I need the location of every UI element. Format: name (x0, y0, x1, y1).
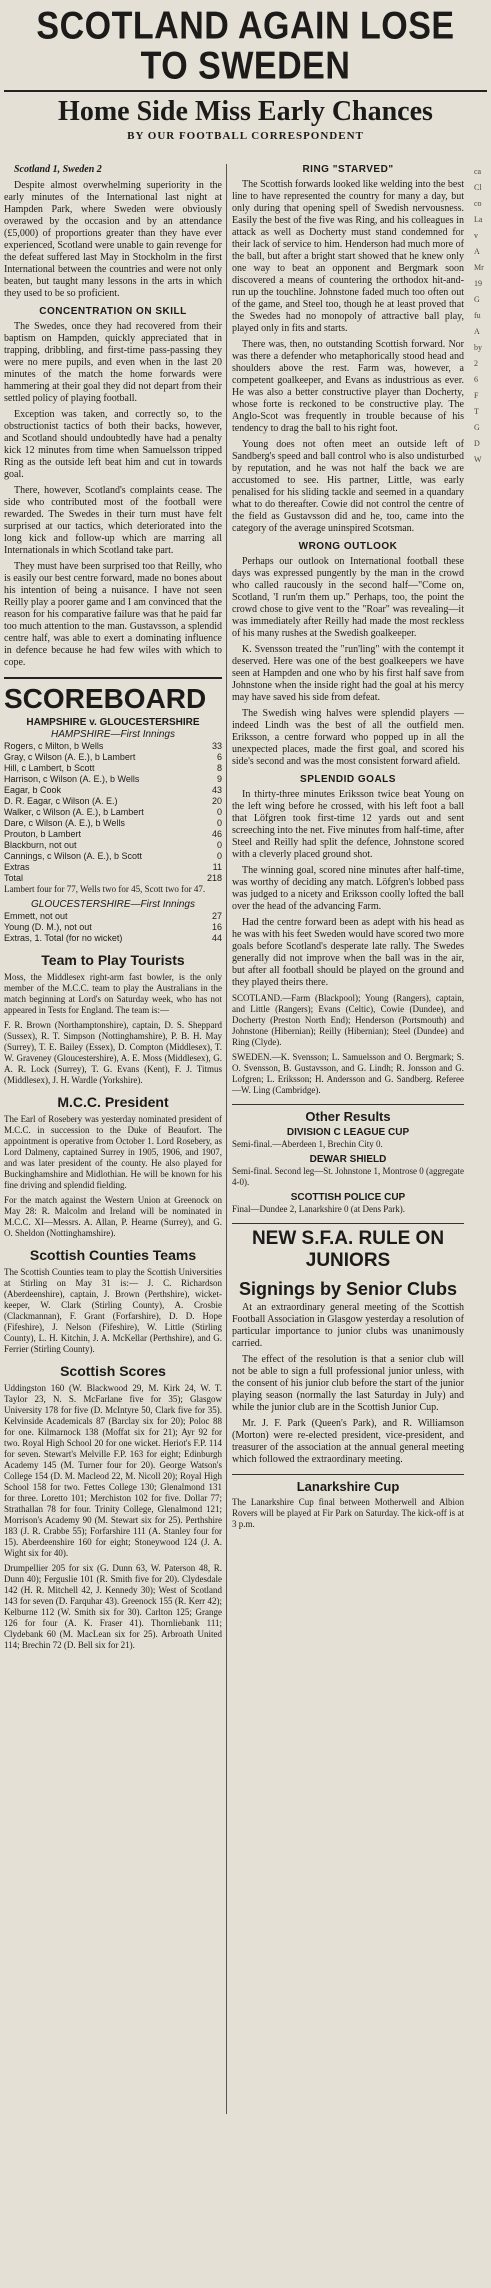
dewar-head: DEWAR SHIELD (309, 1154, 387, 1165)
lanarkshire-cup-title: Lanarkshire Cup (232, 1474, 464, 1494)
batsman: Harrison, c Wilson (A. E.), b Wells (4, 774, 140, 784)
score-line (4, 862, 222, 873)
scorecard-lines (4, 741, 222, 884)
story-paragraph: K. Svensson treated the "run'ling" with the contempt it deserved. Here was one of the best goalkeepers we have seen at Hampden and one who by his first half save from Johnstone when the inside right had the goal at his mercy may have saved his side from defeat. (232, 644, 464, 703)
score-line (4, 922, 222, 933)
batsman: Cannings, c Wilson (A. E.), b Scott (4, 851, 143, 861)
edge-fragment: F (474, 391, 479, 400)
score-line (4, 807, 222, 818)
glos-innings-head: GLOUCESTERSHIRE—First Innings (31, 899, 195, 910)
runs: 6 (216, 752, 222, 762)
story-paragraph: Young does not often meet an outside left of Sandberg's speed and ball control who is also undisturbed by reputation, and he was not half the back we are accustomed to see. His partner, Little, was early penalised for his sliding tackle and seemed in a quandary what to do thereafter. Cowie did not control the centre of the field as Gustavsson did and he, too, came into the category of the average uninspired Scotsman. (232, 439, 464, 534)
story-paragraph: The winning goal, scored nine minutes after half-time, was worthy of deciding any match. Löfgren's lobbed pass was judged to a nicety and Eriksson coolly lofted the ball over the head of the advancing Farm. (232, 865, 464, 912)
score-line (4, 851, 222, 862)
edge-fragment: T (474, 407, 479, 416)
batsman: Gray, c Wilson (A. E.), b Lambert (4, 752, 136, 762)
story-paragraph: The Swedes, once they had recovered from their baptism on Hampden, quickly appreciated that in trapping, dribbling, and first-time pass-passing they were no mere pupils, and even when in the last 20 minutes of the match the home forwards were hammering at their goal they did not depart from their settled policy of playing football. (4, 321, 222, 404)
edge-fragment: 19 (474, 279, 482, 288)
runs: 0 (216, 840, 222, 850)
edge-fragment: ca (474, 167, 482, 176)
story-paragraph: They must have been surprised too that Reilly, who is easily our best centre forward, made no bones about his intention of being a nuisance. I have not seen Reilly play a poorer game and I am convinced that the reason for his comparative failure was that he paid far too much attention to the man. Gustavsson, a splendid centre half, was able to exert a dominating influence in defence because he had few wiles with which to cope. (4, 561, 222, 668)
headline-rule (4, 90, 487, 92)
edge-fragment: D (474, 439, 480, 448)
score-line (4, 911, 222, 922)
lanarkshire-cup-text: The Lanarkshire Cup final between Motherwell and Albion Rovers will be played at Fir Park on Saturday. The kick-off is at 3 p.m. (232, 1497, 464, 1529)
scores-text: Uddingston 160 (W. Blackwood 29, M. Kirk 24, W. T. Taylor 23, N. S. McFarlane five for 35); Glasgow University 178 for five (D. McIntyre 50, Clark five for 35). Kelvinside Academicals 87 (Barclay six for 20); Poloc 88 for one. Kilmarnock 138 (Moffat six for 21); Ayr 92 for two. Royal High School 20 for one wicket. Heriot's F.P. 114 for seven. Stewart's Melville F.P. 163 for eight; Edinburgh Academy 145 (M. Turner four for 20). George Watson's College 154 (D. M. Macleod 22, M. Nicoll 20); Royal High School 158 for two. Fettes College 130; Glenalmond 131 for three. Loretto 101; Merchiston 102 for five. Dollar 77; Strathallan 78 for four. Trinity College, Glenalmond 121; Morrison's Academy 90 (M. Stewart six for 25). Perthshire 183 (J. R. Crabbe 55); Forfarshire 111 (A. Stanley four for 15). Aberdeenshire 160 for eight; Stoneywood 124 (J. A. Wight six for 40). (4, 1383, 222, 1558)
story-paragraph: Perhaps our outlook on International football these days was expressed pungently by the man in the crowd who called raucously in the second half—"Come on, Scotland, 'I run'm them up." Perhaps, too, the point the crowd chose to give vent to the "Roar" was revealing—it was immediately after Reilly had made the most reckless of his many rushes at the Swedish goalkeeper. (232, 556, 464, 639)
score-line (4, 796, 222, 807)
edge-fragment: La (474, 215, 483, 224)
runs: 8 (216, 763, 222, 773)
crosshead: RING "STARVED" (302, 164, 394, 175)
edge-fragment: Cl (474, 183, 482, 192)
counties-text: The Scottish Counties team to play the Scottish Universities at Stirling on May 31 is:— J. C. Richardson (Aberdeenshire), captain, J. Brown (Perthshire), wicket-keeper, W. Clark (Stirling County), A. Crosbie (Clackmannan), F. Grant (Forfarshire), D. D. Hope (Fifeshire), J. Nelson (Fifeshire), W. Little (Stirling County), L. H. Kitchin, J. A. McKellar (Perthshire), and G. Ferrier (Stirling County). (4, 1267, 222, 1354)
runs: 27 (211, 911, 222, 921)
runs: 46 (211, 829, 222, 839)
runs: 33 (211, 741, 222, 751)
headline-line-1: SCOTLAND AGAIN LOSE (36, 4, 455, 48)
byline: BY OUR FOOTBALL CORRESPONDENT (127, 130, 364, 142)
runs: 20 (211, 796, 222, 806)
batsman: Blackburn, not out (4, 840, 77, 850)
story-paragraph: The Swedish wing halves were splendid players — indeed Lindh was the best of all the outfield men. Eriksson, a centre forward who popped up in all the unexpected places, made the first goal, and scored his side's second and was the most consistent forward afield. (232, 708, 464, 767)
story-paragraph: In thirty-three minutes Eriksson twice beat Young on the left wing before he crossed, with his left foot a ball that Löfgren took first-time 12 yards out and sent screeching into the net. Five minutes from half-time, after Steel and Reilly had split the defence, Johnstone scored with a cleverly placed ground shot. (232, 789, 464, 860)
mcc-text: The Earl of Rosebery was yesterday nominated president of M.C.C. in succession to the Duke of Beaufort. The appointment is operative from October 1. Lord Rosebery, as Lord Dalmeny, captained Surrey in 1905, 1906, and 1907, and was later president of the county. He also played for Buckinghamshire and Midlothian. He will be known for his fine driving and splendid fielding. (4, 1114, 222, 1190)
edge-fragment: fu (474, 311, 481, 320)
tourists-team: F. R. Brown (Northamptonshire), captain, D. S. Sheppard (Sussex), R. T. Simpson (Nottinghamshire), P. B. H. May (Surrey), T. E. Bailey (Essex), D. Compton (Middlesex), T. W. Graveney (Gloucestershire), A. E. Moss (Middlesex), G. A. R. Lock (Surrey), T. G. Evans (Kent), F. J. Titmus (Middlesex), J. H. Wardle (Yorkshire). (4, 1020, 222, 1085)
sweden-team: SWEDEN.—K. Svensson; L. Samuelsson and O. Bergmark; S. O. Svensson, B. Gustavsson, and G. Lindh; R. Jonsson and G. Lofgren; L. Eriksson; H. Andersson and G. Sandberg. Referee—W. Ling (Cambridge). (232, 1052, 464, 1095)
edge-fragment: Mr (474, 263, 484, 272)
edge-fragment: G (474, 295, 480, 304)
batsman: Young (D. M.), not out (4, 922, 92, 932)
innings-head: HAMPSHIRE—First Innings (51, 729, 175, 740)
score-line (4, 741, 222, 752)
score-line (4, 752, 222, 763)
edge-fragment: 2 (474, 359, 478, 368)
column-rule (226, 164, 227, 2114)
edge-fragment: A (474, 327, 480, 336)
batsman: Rogers, c Milton, b Wells (4, 741, 104, 751)
batsman: Dare, c Wilson (A. E.), b Wells (4, 818, 125, 828)
batsman: Extras (4, 862, 30, 872)
sfa-paragraph: Mr. J. F. Park (Queen's Park), and R. Williamson (Morton) were re-elected president, vice-president, and treasurer of the association at the annual general meeting which followed the extraordinary meeting. (232, 1418, 464, 1465)
runs: 44 (211, 933, 222, 943)
scoreboard-title: SCOREBOARD (4, 677, 222, 715)
other-results-title: Other Results (232, 1104, 464, 1124)
crosshead: CONCENTRATION ON SKILL (39, 306, 187, 317)
edge-fragment: W (474, 455, 482, 464)
division-c-head: DIVISION C LEAGUE CUP (286, 1127, 410, 1138)
edge-fragment: G (474, 423, 480, 432)
sfa-paragraph: The effect of the resolution is that a senior club will not be able to sign a full professional junior unless, with the consent of his junior club before the start of the junior playing season (normally the last Saturday in July) and while the junior club are in the Scottish Junior Cup. (232, 1354, 464, 1413)
crosshead: WRONG OUTLOOK (298, 541, 398, 552)
edge-fragment: v (474, 231, 478, 240)
story-paragraph: Despite almost overwhelming superiority in the early minutes of the International last night at Hampden Park, where Sweden were obviously overawed by the occasion and by an attendance (£5,000) of proportions greater than they have ever experienced, Scotland were unable to gain revenge for the defeat suffered last May in Stockholm in the first International between the countries and were not only beaten, but taught many lessons in the arts in which they used to be so proficient. (4, 180, 222, 299)
headline-line-2: TO SWEDEN (140, 44, 351, 88)
mcc-text-2: For the match against the Western Union at Greenock on May 28: R. Malcolm and Ireland will be nominated in M.C.C. XI—Messrs. A. Allan, P. Hearne (Surrey), and G. O. Sheldon (Nottinghamshire). (4, 1195, 222, 1238)
runs: 16 (211, 922, 222, 932)
batsman: Total (4, 873, 24, 883)
story-paragraph: Had the centre forward been as adept with his head as he was with his feet Sweden would have scored two more goals before Scotland's desperate late rally. The Swedes generally did not improve when the ball was in the air, but after all football should be played on the ground and they played theirs there. (232, 917, 464, 988)
runs: 43 (211, 785, 222, 795)
batsman: D. R. Eagar, c Wilson (A. E.) (4, 796, 118, 806)
scores-title: Scottish Scores (60, 1363, 166, 1379)
score-line (4, 840, 222, 851)
left-column (4, 164, 222, 1655)
story-paragraph: There, however, Scotland's complaints cease. The side who contributed most of the football were rewarded. The Swedes in their turn must have felt surprised at our tactics, which deteriorated into the long kick and follow-up which are marring all Internationals in which Scotland take part. (4, 485, 222, 556)
runs: 11 (212, 862, 222, 872)
score-line (4, 873, 222, 884)
score-line (4, 763, 222, 774)
scotland-team: SCOTLAND.—Farm (Blackpool); Young (Rangers), captain, and Little (Rangers); Evans (Celtic), Cowie (Dundee), and Docherty (Preston North End); Henderson (Portsmouth) and Johnstone (Hibernian); Reilly (Hibernian); Steel (Dundee) and Ring (Clyde). (232, 993, 464, 1047)
score-line (4, 818, 222, 829)
edge-fragment: by (474, 343, 482, 352)
right-column (232, 164, 464, 1534)
runs: 218 (206, 873, 222, 883)
sfa-subtitle: Signings by Senior Clubs (238, 1279, 458, 1299)
edge-fragment: co (474, 199, 482, 208)
score-line (4, 774, 222, 785)
runs: 0 (216, 818, 222, 828)
newspaper-page (4, 4, 487, 2284)
scoreboard-match: HAMPSHIRE v. GLOUCESTERSHIRE (26, 717, 200, 728)
runs: 9 (216, 774, 222, 784)
tourists-text: Moss, the Middlesex right-arm fast bowler, is the only member of the M.C.C. team to play the Australians in the match beginning at Lord's on Saturday week, who has not appeared in Tests for England. The team is:— (4, 972, 222, 1015)
adjacent-column-fragments (474, 164, 487, 2064)
dewar-result: Semi-final. Second leg—St. Johnstone 1, Montrose 0 (aggregate 4-0). (232, 1166, 464, 1187)
scores-text-2: Drumpellier 205 for six (G. Dunn 63, W. Paterson 48, R. Dunn 40); Ferguslie 101 (R. Smith five for 20). Clydesdale 142 (H. R. Mitchell 42, J. Kennedy 30); West of Scotland 143 for seven (D. Farquhar 43). Greenock 155 (R. Kerr 42); Kelburne 112 (W. Smith six for 30). Carlton 125; Grange 126 for four (A. K. Fraser 41). Thornliebank 111; Clydebank 60 (M. MacLean six for 25). Arbroath United 114; Brechin 72 (D. Bell six for 21). (4, 1563, 222, 1650)
sfa-paragraph: At an extraordinary general meeting of the Scottish Football Association in Glasgow yesterday a resolution of particular importance to junior clubs was unanimously carried. (232, 1302, 464, 1349)
score-line (4, 785, 222, 796)
runs: 0 (216, 807, 222, 817)
batsman: Emmett, not out (4, 911, 68, 921)
score-line (4, 933, 222, 944)
division-c-result: Semi-final.—Aberdeen 1, Brechin City 0. (232, 1139, 383, 1149)
edge-fragment: A (474, 247, 480, 256)
story-paragraph: Exception was taken, and correctly so, to the obstructionist tactics of both their backs, however, and Scotland should undoubtedly have had a penalty kick 12 minutes from time when Samuelsson tripped Ring as the outside left beat him and cut in towards goal. (4, 409, 222, 480)
batsman: Prouton, b Lambert (4, 829, 82, 839)
counties-title: Scottish Counties Teams (29, 1247, 197, 1263)
crosshead: SPLENDID GOALS (300, 774, 396, 785)
batsman: Walker, c Wilson (A. E.), b Lambert (4, 807, 144, 817)
tourists-title: Team to Play Tourists (41, 952, 185, 968)
bowling-summary: Lambert four for 77, Wells two for 45, Scott two for 47. (4, 884, 206, 894)
batsman: Hill, c Lambert, b Scott (4, 763, 95, 773)
police-head: SCOTTISH POLICE CUP (290, 1192, 406, 1203)
batsman: Extras, 1. Total (for no wicket) (4, 933, 123, 943)
match-result-dateline: Scotland 1, Sweden 2 (14, 164, 102, 175)
glos-scorecard-lines (4, 911, 222, 944)
sfa-title: NEW S.F.A. RULE ON JUNIORS (232, 1223, 464, 1272)
police-result: Final—Dundee 2, Lanarkshire 0 (at Dens Park). (232, 1204, 405, 1214)
sub-headline: Home Side Miss Early Chances (58, 96, 433, 127)
runs: 0 (216, 851, 222, 861)
story-paragraph: The Scottish forwards looked like welding into the best line to have represented the country for many a day, but only during that opening spell of Swedish nervousness. Easily the best of the five was Ring, and his colleagues in attack as well as Docherty must stand condemned for their lack of service to him. Henderson had much more of the ball, but after a bright start showed that he knew only one way to beat an opponent and Bergmark soon discovered a means of countering the orthodox hit-and-run up the touchline. Johnstone faded much too often out of the game, and Steel too, though he at least proved that the Swedes had no monopoly of attractive ball play, played only in fits and starts. (232, 179, 464, 334)
edge-fragment: 6 (474, 375, 478, 384)
mcc-title: M.C.C. President (57, 1094, 169, 1110)
story-paragraph: There was, then, no outstanding Scottish forward. Nor was there a defender who metaphorically stood head and shoulders above the rest. Farm was, however, a competent goalkeeper, and Evans as industrious as ever. He was also a better constructive player than Docherty, whose forte is reckoned to be constructive play. The Anglo-Scot was frequently in trouble because of his tendency to drag the ball to his right foot. (232, 339, 464, 434)
batsman: Eagar, b Cook (4, 785, 62, 795)
score-line (4, 829, 222, 840)
